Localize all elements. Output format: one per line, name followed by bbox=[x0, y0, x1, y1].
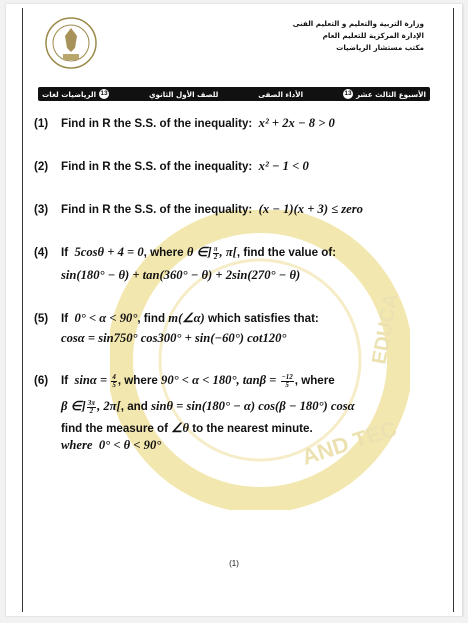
math-expression: sinα = $\frac{4}{5}$ bbox=[71, 372, 116, 389]
header-arabic bbox=[224, 18, 424, 54]
ministry-logo bbox=[44, 16, 98, 74]
question-text: Find in R the S.S. of the inequality: bbox=[61, 117, 253, 130]
question-6 bbox=[34, 373, 335, 389]
question-text: , where bbox=[294, 374, 335, 387]
question-3 bbox=[34, 202, 363, 217]
question-1 bbox=[34, 116, 335, 131]
activity-label: الأداء الصفى bbox=[258, 89, 304, 99]
question-number: (6) bbox=[34, 374, 49, 387]
math-expression: θ ∈] $\frac{\pi}{2}$ , π[ bbox=[186, 244, 237, 261]
question-text: to the nearest minute. bbox=[192, 422, 313, 435]
question-4-line-2 bbox=[61, 268, 300, 283]
question-text: , and bbox=[120, 400, 148, 413]
question-text: , where bbox=[143, 246, 184, 259]
question-text: , find the value of: bbox=[236, 246, 337, 259]
question-5 bbox=[34, 310, 319, 326]
question-number: (2) bbox=[34, 160, 49, 173]
subject-bar bbox=[38, 87, 430, 101]
question-text: which satisfies that: bbox=[207, 312, 319, 325]
question-6-line-3 bbox=[61, 420, 313, 436]
math-expression: (x − 1)(x + 3) ≤ zero bbox=[255, 202, 363, 216]
week-segment bbox=[343, 89, 426, 99]
math-expression: 0° < θ < 90° bbox=[95, 438, 162, 452]
math-expression: cosα = sin750° cos300° + sin(−60°) cot120° bbox=[61, 331, 287, 345]
header-line-3: مكتب مستشار الرياضيات bbox=[336, 43, 424, 52]
question-5-line-2 bbox=[61, 331, 286, 346]
question-text: If bbox=[61, 312, 69, 325]
question-text: , find bbox=[137, 312, 166, 325]
question-6-line-4 bbox=[61, 438, 161, 453]
question-text: Find in R the S.S. of the inequality: bbox=[61, 160, 253, 173]
grade-label: للصف الأول الثانوي bbox=[148, 89, 219, 99]
header-line-2: الإدارة المركزية للتعليم العام bbox=[322, 31, 424, 40]
question-4 bbox=[34, 244, 336, 261]
math-expression: β ∈] $\frac{3\pi}{2}$ , 2π[ bbox=[61, 398, 121, 415]
math-expression: x² − 1 < 0 bbox=[255, 159, 309, 173]
question-6-line-2 bbox=[61, 398, 355, 415]
week-label: الأسبوع الثالث عشر bbox=[355, 89, 426, 99]
question-text: , where bbox=[117, 374, 158, 387]
question-number: (5) bbox=[34, 312, 49, 325]
question-number: (3) bbox=[34, 203, 49, 216]
week-badge: 13 bbox=[344, 90, 352, 97]
math-expression: 5cosθ + 4 = 0 bbox=[71, 245, 144, 259]
math-expression: 90° < α < 180°, tanβ = $\frac{-12}{5}$ bbox=[161, 372, 293, 389]
question-number: (1) bbox=[34, 117, 49, 130]
subject-segment bbox=[42, 89, 109, 99]
question-text: If bbox=[61, 374, 69, 387]
question-text: where bbox=[61, 438, 93, 452]
subject-label: الرياضيات لغات bbox=[42, 89, 97, 99]
math-expression: ∠θ bbox=[171, 421, 189, 435]
question-text: find the measure of bbox=[61, 422, 168, 435]
math-expression: m(∠α) bbox=[168, 311, 205, 325]
header-line-1: وزارة التربية والتعليم و التعليم الفنى bbox=[292, 19, 424, 28]
page-number: (1) bbox=[229, 559, 239, 568]
math-expression: sinθ = sin(180° − α) cos(β − 180°) cosα bbox=[151, 399, 355, 413]
math-expression: x² + 2x − 8 > 0 bbox=[255, 116, 335, 130]
question-number: (4) bbox=[34, 246, 49, 259]
svg-text:EDUCA: EDUCA bbox=[368, 292, 403, 366]
math-expression: sin(180° − θ) + tan(360° − θ) + 2sin(270° − θ) bbox=[61, 268, 301, 282]
svg-text:AND TEC: AND TEC bbox=[298, 415, 400, 470]
question-text: Find in R the S.S. of the inequality: bbox=[61, 203, 253, 216]
question-text: If bbox=[61, 246, 69, 259]
question-2 bbox=[34, 159, 309, 174]
math-expression: 0° < α < 90° bbox=[71, 311, 138, 325]
subject-badge: 13 bbox=[100, 90, 108, 97]
